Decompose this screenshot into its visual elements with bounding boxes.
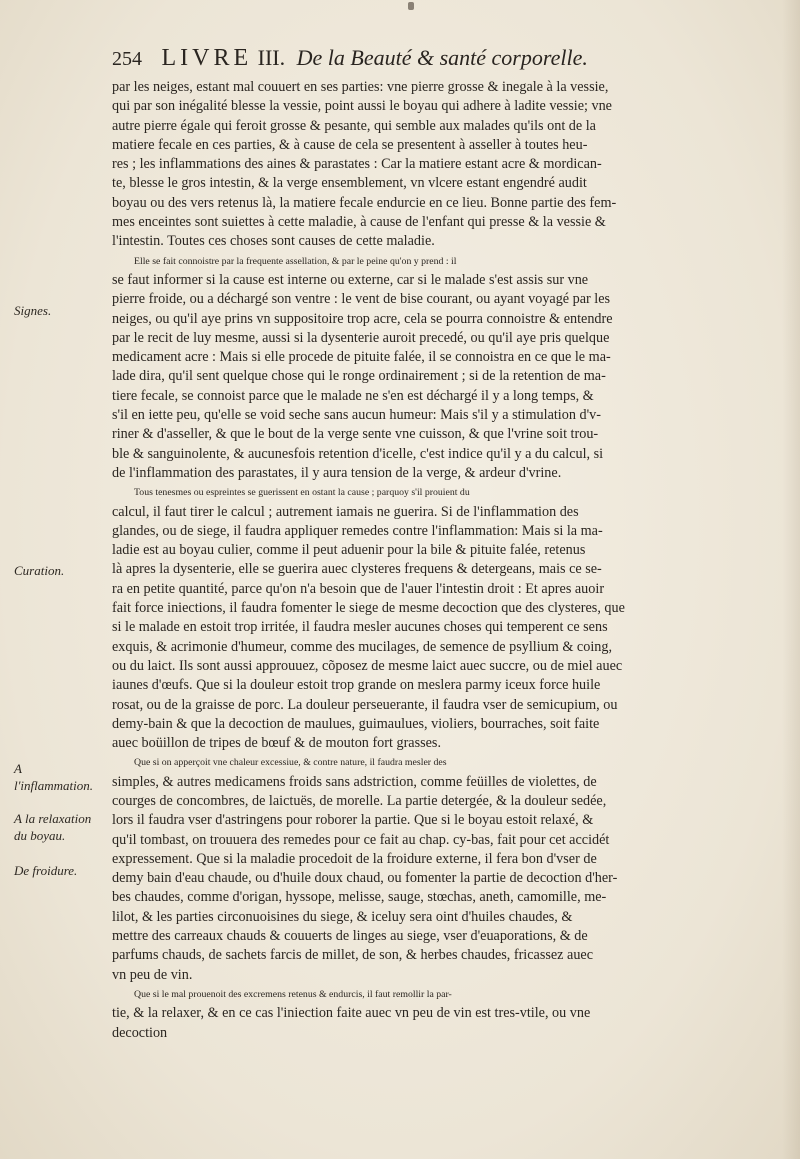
text-line: courges de concombres, de laictuës, de morelle. La partie detergée, & la douleur sedée, xyxy=(112,792,607,809)
text-line: mettre des carreaux chauds & couuerts de linges au siege, vser d'euaporations, & de xyxy=(112,928,588,945)
text-line: qu'il tombast, on trouuera des remedes pour ce fait au chap. cy-bas, fait pour cet accidét xyxy=(112,831,610,848)
margin-note-relaxation: A la relaxation du boyau. xyxy=(14,811,92,843)
text-line: fait force iniections, il faudra fomenter le siege de mesme decoction que des clysteres, que xyxy=(112,600,625,617)
text-line: ou du laict. Ils sont aussi approuuez, cõposez de mesme laict auec succre, ou de miel auec xyxy=(112,657,623,674)
text-line: par les neiges, estant mal couuert en ses parties: vne pierre grosse & inegale à la vessie, xyxy=(112,79,609,95)
text-line: là apres la dysenterie, elle se guerira auec clysteres frequens & detergeans, mais ce se- xyxy=(112,561,602,578)
text-line: s'il en iette peu, qu'elle se void seche sans aucun humeur: Mais s'il y a stimulation d'v- xyxy=(112,407,601,424)
text-line: riner & d'asseller, & que le bout de la verge sente vne cuisson, & que l'vrine soit trou- xyxy=(112,426,599,443)
text-line: Elle se fait connoistre par la frequente assellation, & par le peine qu'on y prend : il xyxy=(134,255,457,267)
text-line: parfums chauds, de sachets farcis de millet, de son, & herbes chaudes, fricassez auec xyxy=(112,947,594,964)
margin-note-signes: Signes. xyxy=(14,303,52,318)
text-line: demy bain d'eau chaude, ou d'huile doux chaud, ou fomenter la partie de decoction d'her- xyxy=(112,870,618,887)
text-line: pierre froide, ou a déchargé son ventre : le vent de bise courant, ou ayant voyagé par les xyxy=(112,291,611,308)
text-line: lilot, & les parties circonuoisines du siege, & iceluy sera oint d'huiles chaudes, & xyxy=(112,908,573,925)
text-line: iaunes d'œufs. Que si la douleur estoit trop grande on meslera parmy iceux force huile xyxy=(112,677,601,694)
text-line: qui par son inégalité blesse la vessie, point aussi le boyau qui adhere à ladite vessie; vne xyxy=(112,98,612,115)
text-line: decoction xyxy=(112,1024,168,1041)
text-line: vn peu de vin. xyxy=(112,966,193,983)
page-fold-shadow xyxy=(782,0,800,1159)
text-line: glandes, ou de siege, il faudra appliquer remedes contre l'inflammation: Mais si la ma- xyxy=(112,522,603,539)
text-line: rosat, ou de la graisse de porc. La douleur perseuerante, il faudra vser de semicupium, ou xyxy=(112,696,618,713)
text-line: ra en petite quantité, parce qu'on n'a besoin que de l'auer l'intestin droit : Et apres auoir xyxy=(112,580,605,597)
text-line: bes chaudes, comme d'origan, hyssope, melisse, sauge, stœchas, aneth, camomille, me- xyxy=(112,889,607,906)
text-line: par le recit de luy mesme, aussi si la dysenterie auroit precedé, ou qu'il aye pris quelque xyxy=(112,329,610,346)
margin-note-curation: Curation. xyxy=(14,563,65,578)
text-line: tie, & la relaxer, & en ce cas l'iniection faite auec vn peu de vin est tres-vtile, ou vne xyxy=(112,1005,591,1022)
text-line: calcul, il faut tirer le calcul ; autrement iamais ne guerira. Si de l'inflammation des xyxy=(112,503,579,520)
text-line: demy-bain & que la decoction de maulues, guimaulues, violiers, bourraches, soit faite xyxy=(112,715,600,732)
text-line: mes enceintes sont suiettes à cette maladie, à cause de l'enfant qui presse & la vessie & xyxy=(112,214,606,231)
book-label: LIVRE xyxy=(161,45,253,71)
text-line: de l'inflammation des parastates, il y aura tension de la verge, & ardeur d'vrine. xyxy=(112,464,562,481)
text-line: lade dira, qu'il sent quelque chose qui le ronge ordinairement ; si de la retention de ma- xyxy=(112,368,606,385)
text-line: res ; les inflammations des aines & parastates : Car la matiere estant acre & mordican- xyxy=(112,156,602,173)
ink-spot xyxy=(408,2,414,10)
text-line: matiere fecale en ces parties, & à cause de cela se presentent à asseller à toutes heu- xyxy=(112,136,588,153)
margin-note-froidure: De froidure. xyxy=(14,863,78,878)
running-header xyxy=(112,40,712,76)
text-line: Que si le mal prouenoit des excremens retenus & endurcis, il faut remollir la par- xyxy=(134,988,452,1000)
text-line: medicament acre : Mais si elle procede de pituite falée, il se connoistra en ce que le ma- xyxy=(112,349,611,366)
text-line: boyau ou des vers retenus là, la matiere fecale endurcie en ce lieu. Bonne partie des fem- xyxy=(112,194,617,211)
text-line: auec boüillon de tripes de bœuf & de mouton fort grasses. xyxy=(112,735,441,752)
text-line: te, blesse le gros intestin, & la verge ensemblement, vn vlcere estant engendré audit xyxy=(112,175,587,192)
text-line: expressement. Que si la maladie procedoit de la froidure externe, il fera bon d'vser de xyxy=(112,850,597,867)
running-title: De la Beauté & santé corporelle. xyxy=(296,45,588,70)
text-line: l'intestin. Toutes ces choses sont causes de cette maladie. xyxy=(112,233,435,250)
text-line: Tous tenesmes ou espreintes se guerissent en ostant la cause ; parquoy s'il prouient du xyxy=(134,487,470,499)
text-line: tiere fecale, se connoist parce que le malade ne s'en est déchargé il y a long temps, & xyxy=(112,387,594,404)
body-text xyxy=(112,78,777,1043)
text-line: ladie est au boyau culier, comme il peut aduenir pour la bile & pituite falée, retenus xyxy=(112,542,586,559)
page-number: 254 xyxy=(112,48,142,70)
text-line: simples, & autres medicamens froids sans adstriction, comme feüilles de violettes, de xyxy=(112,773,597,790)
margin-note-inflammation: A l'inflammation. xyxy=(14,761,93,793)
text-line: lors il faudra vser d'astringens pour roborer la partie. Que si le boyau estoit relaxé, & xyxy=(112,812,594,829)
text-line: se faut informer si la cause est interne ou externe, car si le malade s'est assis sur vne xyxy=(112,271,589,288)
text-line: exquis, & acrimonie d'humeur, comme des mucilages, de semence de psyllium & coing, xyxy=(112,638,612,655)
text-line: neiges, ou qu'il aye prins vn suppositoire trop acre, cela se pourra connoistre & entendre xyxy=(112,310,613,327)
text-line: Que si on apperçoit vne chaleur excessiue, & contre nature, il faudra mesler des xyxy=(134,757,447,769)
text-line: ble & sanguinolente, & aucunesfois retention d'icelle, c'est indice qu'il y a du calcul, si xyxy=(112,445,604,462)
book-number: III. xyxy=(257,45,286,70)
text-line: si le malade en estoit trop irritée, il faudra mesler aucunes choses qui temperent ce sens xyxy=(112,619,608,636)
text-line: autre pierre égale qui feroit grosse & pesante, qui semble aux malades qu'ils ont de la xyxy=(112,117,596,134)
